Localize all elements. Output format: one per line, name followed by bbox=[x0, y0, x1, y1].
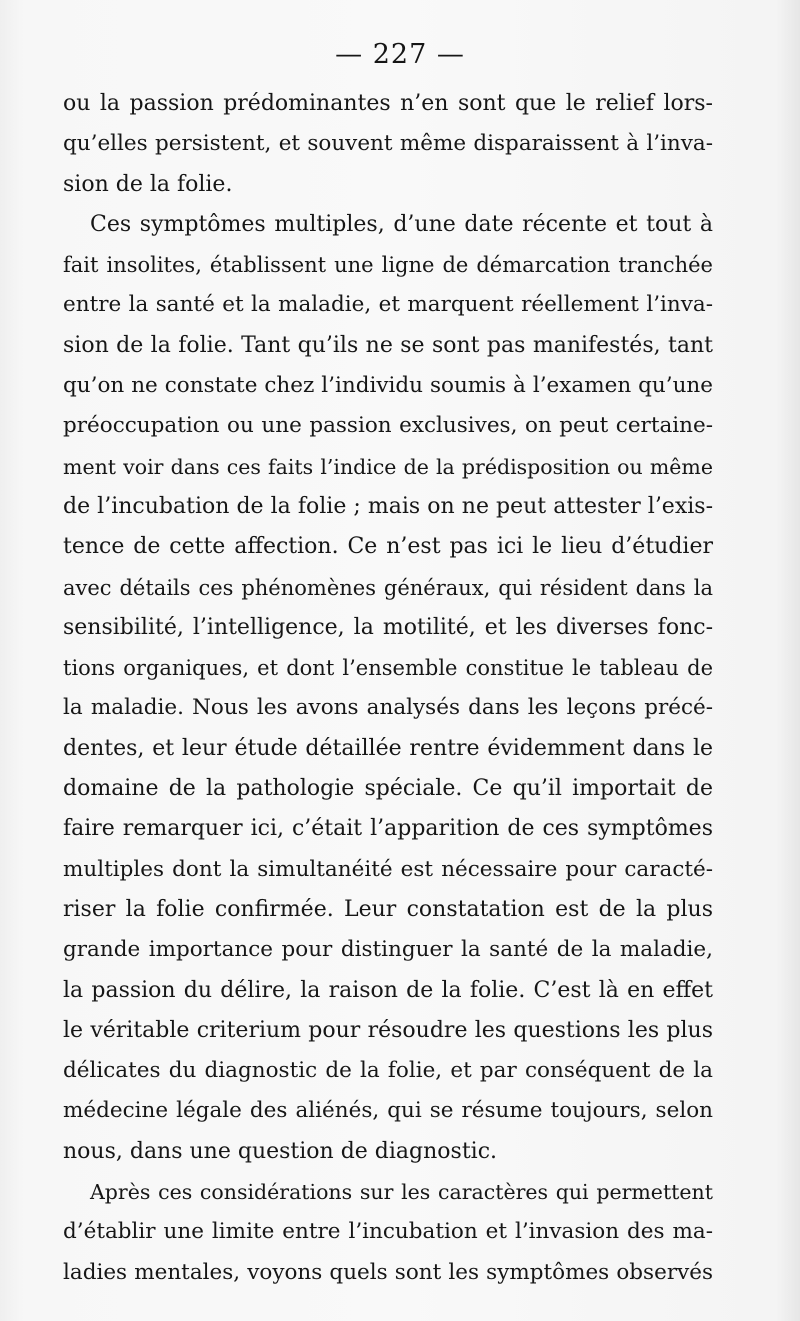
text-line: délicates du diagnostic de la folie, et par conséquent de la bbox=[63, 1058, 713, 1084]
text-line: entre la santé et la maladie, et marquent réellement l’inva- bbox=[63, 292, 713, 318]
text-line: faire remarquer ici, c’était l’apparition de ces symptômes bbox=[63, 816, 713, 842]
text-line: multiples dont la simultanéité est nécessaire pour caracté- bbox=[63, 856, 713, 882]
text-line: Après ces considérations sur les caractères qui permettent bbox=[90, 1180, 713, 1205]
page-number: — 227 — bbox=[335, 39, 465, 70]
text-line: nous, dans une question de diagnostic. bbox=[63, 1138, 498, 1164]
text-line: ou la passion prédominantes n’en sont que le relief lors- bbox=[63, 91, 713, 116]
text-line: fait insolites, établissent une ligne de démarcation tranchée bbox=[63, 253, 713, 278]
paragraph-2 bbox=[63, 205, 713, 1172]
text-line: préoccupation ou une passion exclusives, on peut certaine- bbox=[63, 413, 713, 439]
text-line: la maladie. Nous les avons analysés dans les leçons précé- bbox=[63, 695, 713, 721]
text-line: domaine de la pathologie spéciale. Ce qu’il importait de bbox=[63, 776, 713, 802]
text-line: avec détails ces phénomènes généraux, qui résident dans la bbox=[63, 575, 713, 600]
text-line: dentes, et leur étude détaillée rentre évidemment dans le bbox=[63, 735, 713, 761]
paragraph-3 bbox=[63, 1172, 713, 1293]
text-line: sion de la folie. bbox=[63, 171, 233, 197]
text-line: riser la folie confirmée. Leur constatation est de la plus bbox=[63, 896, 713, 922]
text-line: tions organiques, et dont l’ensemble constitue le tableau de bbox=[63, 656, 713, 681]
text-line: qu’elles persistent, et souvent même disparaissent à l’inva- bbox=[63, 131, 713, 157]
text-line: ladies mentales, voyons quels sont les symptômes observés bbox=[63, 1259, 713, 1285]
body-text bbox=[63, 84, 713, 1293]
text-line: le véritable criterium pour résoudre les questions les plus bbox=[63, 1017, 713, 1043]
text-line: médecine légale des aliénés, qui se résume toujours, selon bbox=[63, 1098, 713, 1124]
text-line: de l’incubation de la folie ; mais on ne peut attester l’exis- bbox=[63, 493, 713, 519]
text-line: la passion du délire, la raison de la folie. C’est là en effet bbox=[63, 977, 713, 1003]
text-line: sion de la folie. Tant qu’ils ne se sont pas manifestés, tant bbox=[63, 332, 713, 358]
text-line: qu’on ne constate chez l’individu soumis à l’examen qu’une bbox=[63, 373, 713, 399]
text-line: Ces symptômes multiples, d’une date récente et tout à bbox=[90, 211, 713, 237]
text-line: d’établir une limite entre l’incubation et l’invasion des ma- bbox=[63, 1219, 713, 1245]
text-line: sensibilité, l’intelligence, la motilité, et les diverses fonc- bbox=[63, 614, 713, 640]
paragraph-1 bbox=[63, 84, 713, 205]
text-line: grande importance pour distinguer la santé de la maladie, bbox=[63, 937, 713, 963]
text-line: ment voir dans ces faits l’indice de la prédisposition ou même bbox=[63, 454, 713, 479]
text-line: tence de cette affection. Ce n’est pas ici le lieu d’étudier bbox=[63, 534, 713, 560]
